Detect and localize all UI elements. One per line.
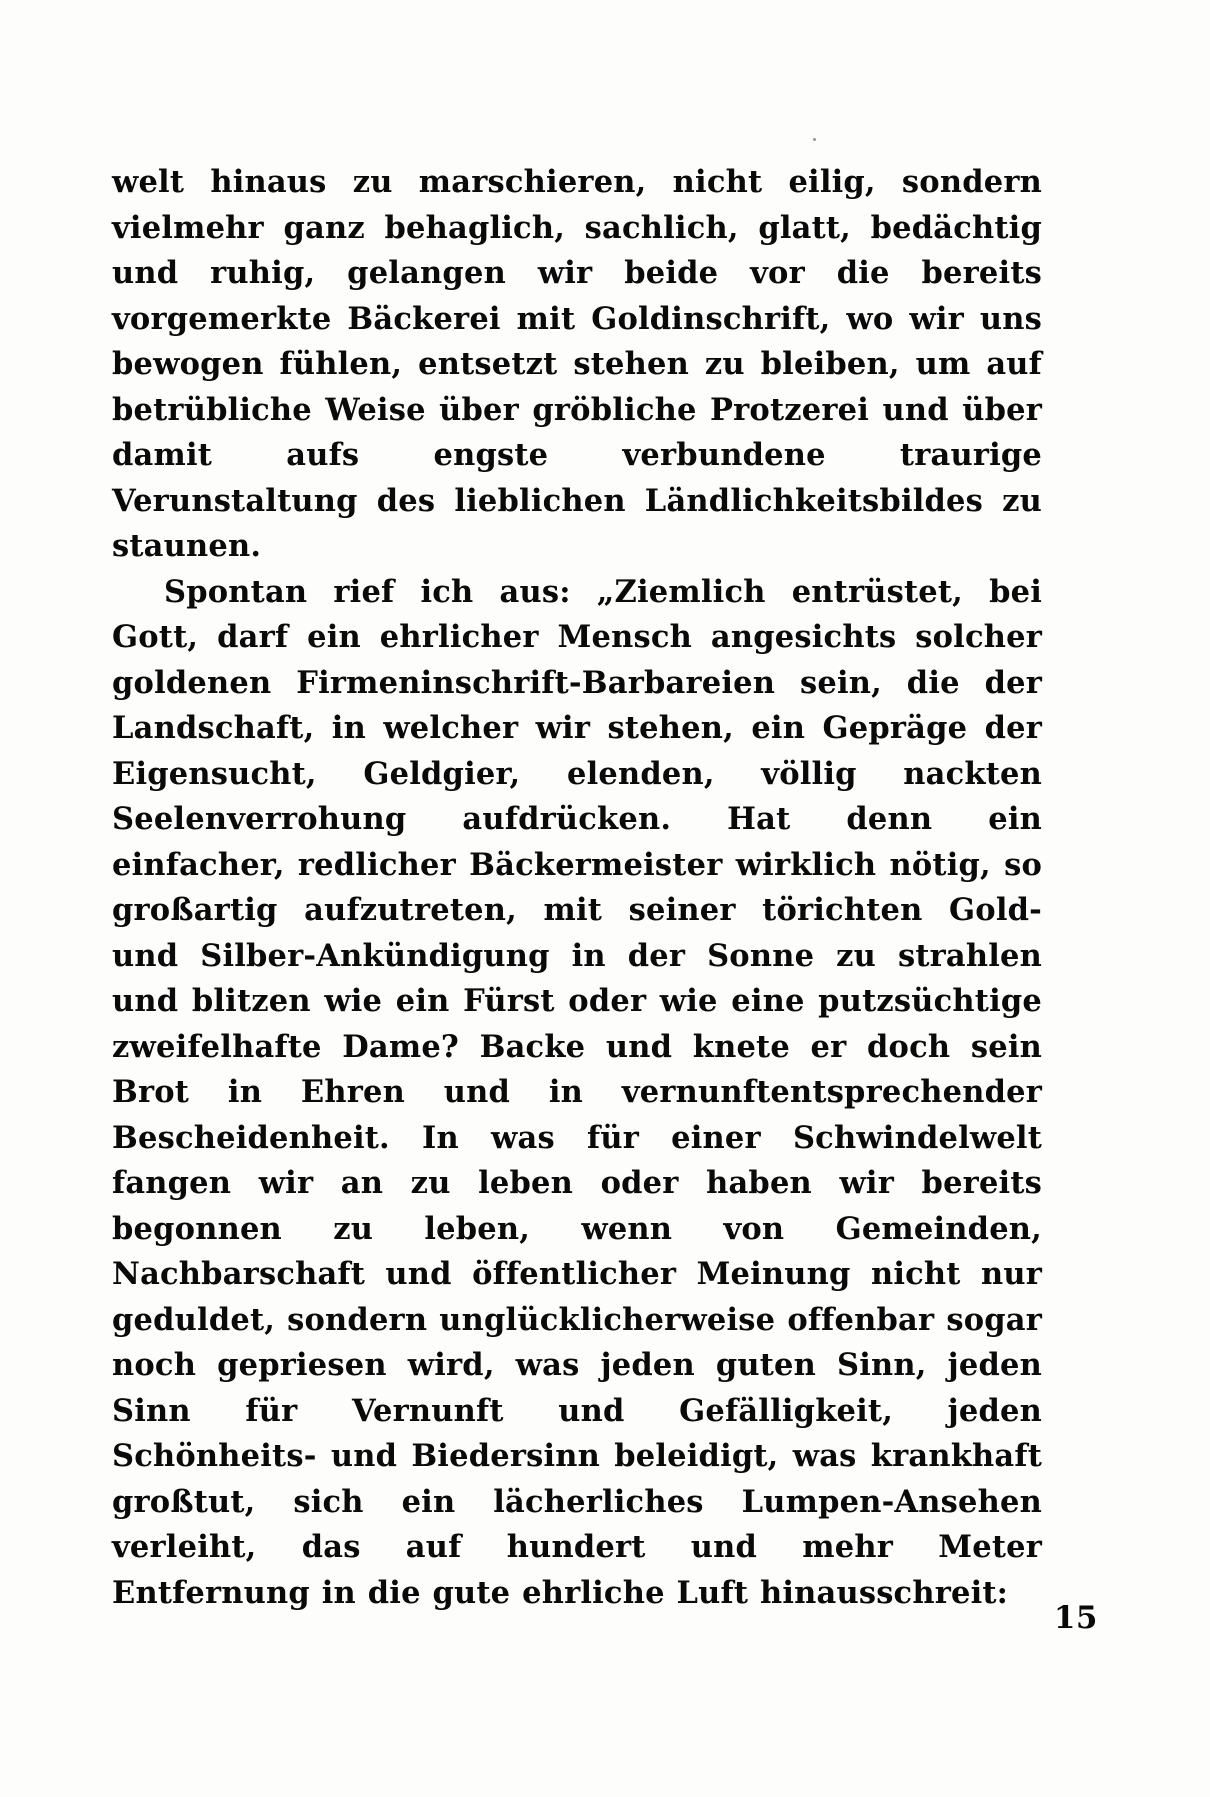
paragraph-2: Spontan rief ich aus: „Ziemlich entrüstet, bei Gott, darf ein ehrlicher Mensch angesichts solcher goldenen Firmeninschrift-Barbareien sein, die der Landschaft, in welcher wir stehen, ein Gepräge der Eigensucht, Geldgier, elenden, völlig nackten Seelenverrohung aufdrücken. Hat denn ein einfacher, redlicher Bäckermeister wirklich nötig, so großartig aufzutreten, mit seiner törichten Gold- und Silber-Ankündigung in der Sonne zu strahlen und blitzen wie ein Fürst oder wie eine putzsüchtige zweifelhafte Dame? Backe und knete er doch sein Brot in Ehren und in vernunftentsprechender Bescheidenheit. In was für einer Schwindelwelt fangen wir an zu leben oder haben wir bereits begonnen zu leben, wenn von Gemeinden, Nachbarschaft und öffentlicher Meinung nicht nur geduldet, sondern unglücklicherweise offenbar sogar noch gepriesen wird, was jeden guten Sinn, jeden Sinn für Vernunft und Gefälligkeit, jeden Schönheits- und Biedersinn beleidigt, was krankhaft großtut, sich ein lächerliches Lumpen-Ansehen verleiht, das auf hundert und mehr Meter Entfernung in die gute ehrliche Luft hinausschreit: <box>112 573 1042 1611</box>
body-text <box>112 160 1042 1616</box>
page-number: 15 <box>1053 1600 1098 1636</box>
paragraph-1: welt hinaus zu marschieren, nicht eilig, sondern vielmehr ganz behaglich, sachlich, glatt, bedächtig und ruhig, gelangen wir beide vor die bereits vorgemerkte Bäckerei mit Goldinschrift, wo wir uns bewogen fühlen, entsetzt stehen zu bleiben, um auf betrübliche Weise über gröbliche Protzerei und über damit aufs engste verbundene traurige Verunstaltung des lieblichen Ländlichkeitsbildes zu staunen. <box>112 164 1042 564</box>
page-speck <box>813 138 816 141</box>
